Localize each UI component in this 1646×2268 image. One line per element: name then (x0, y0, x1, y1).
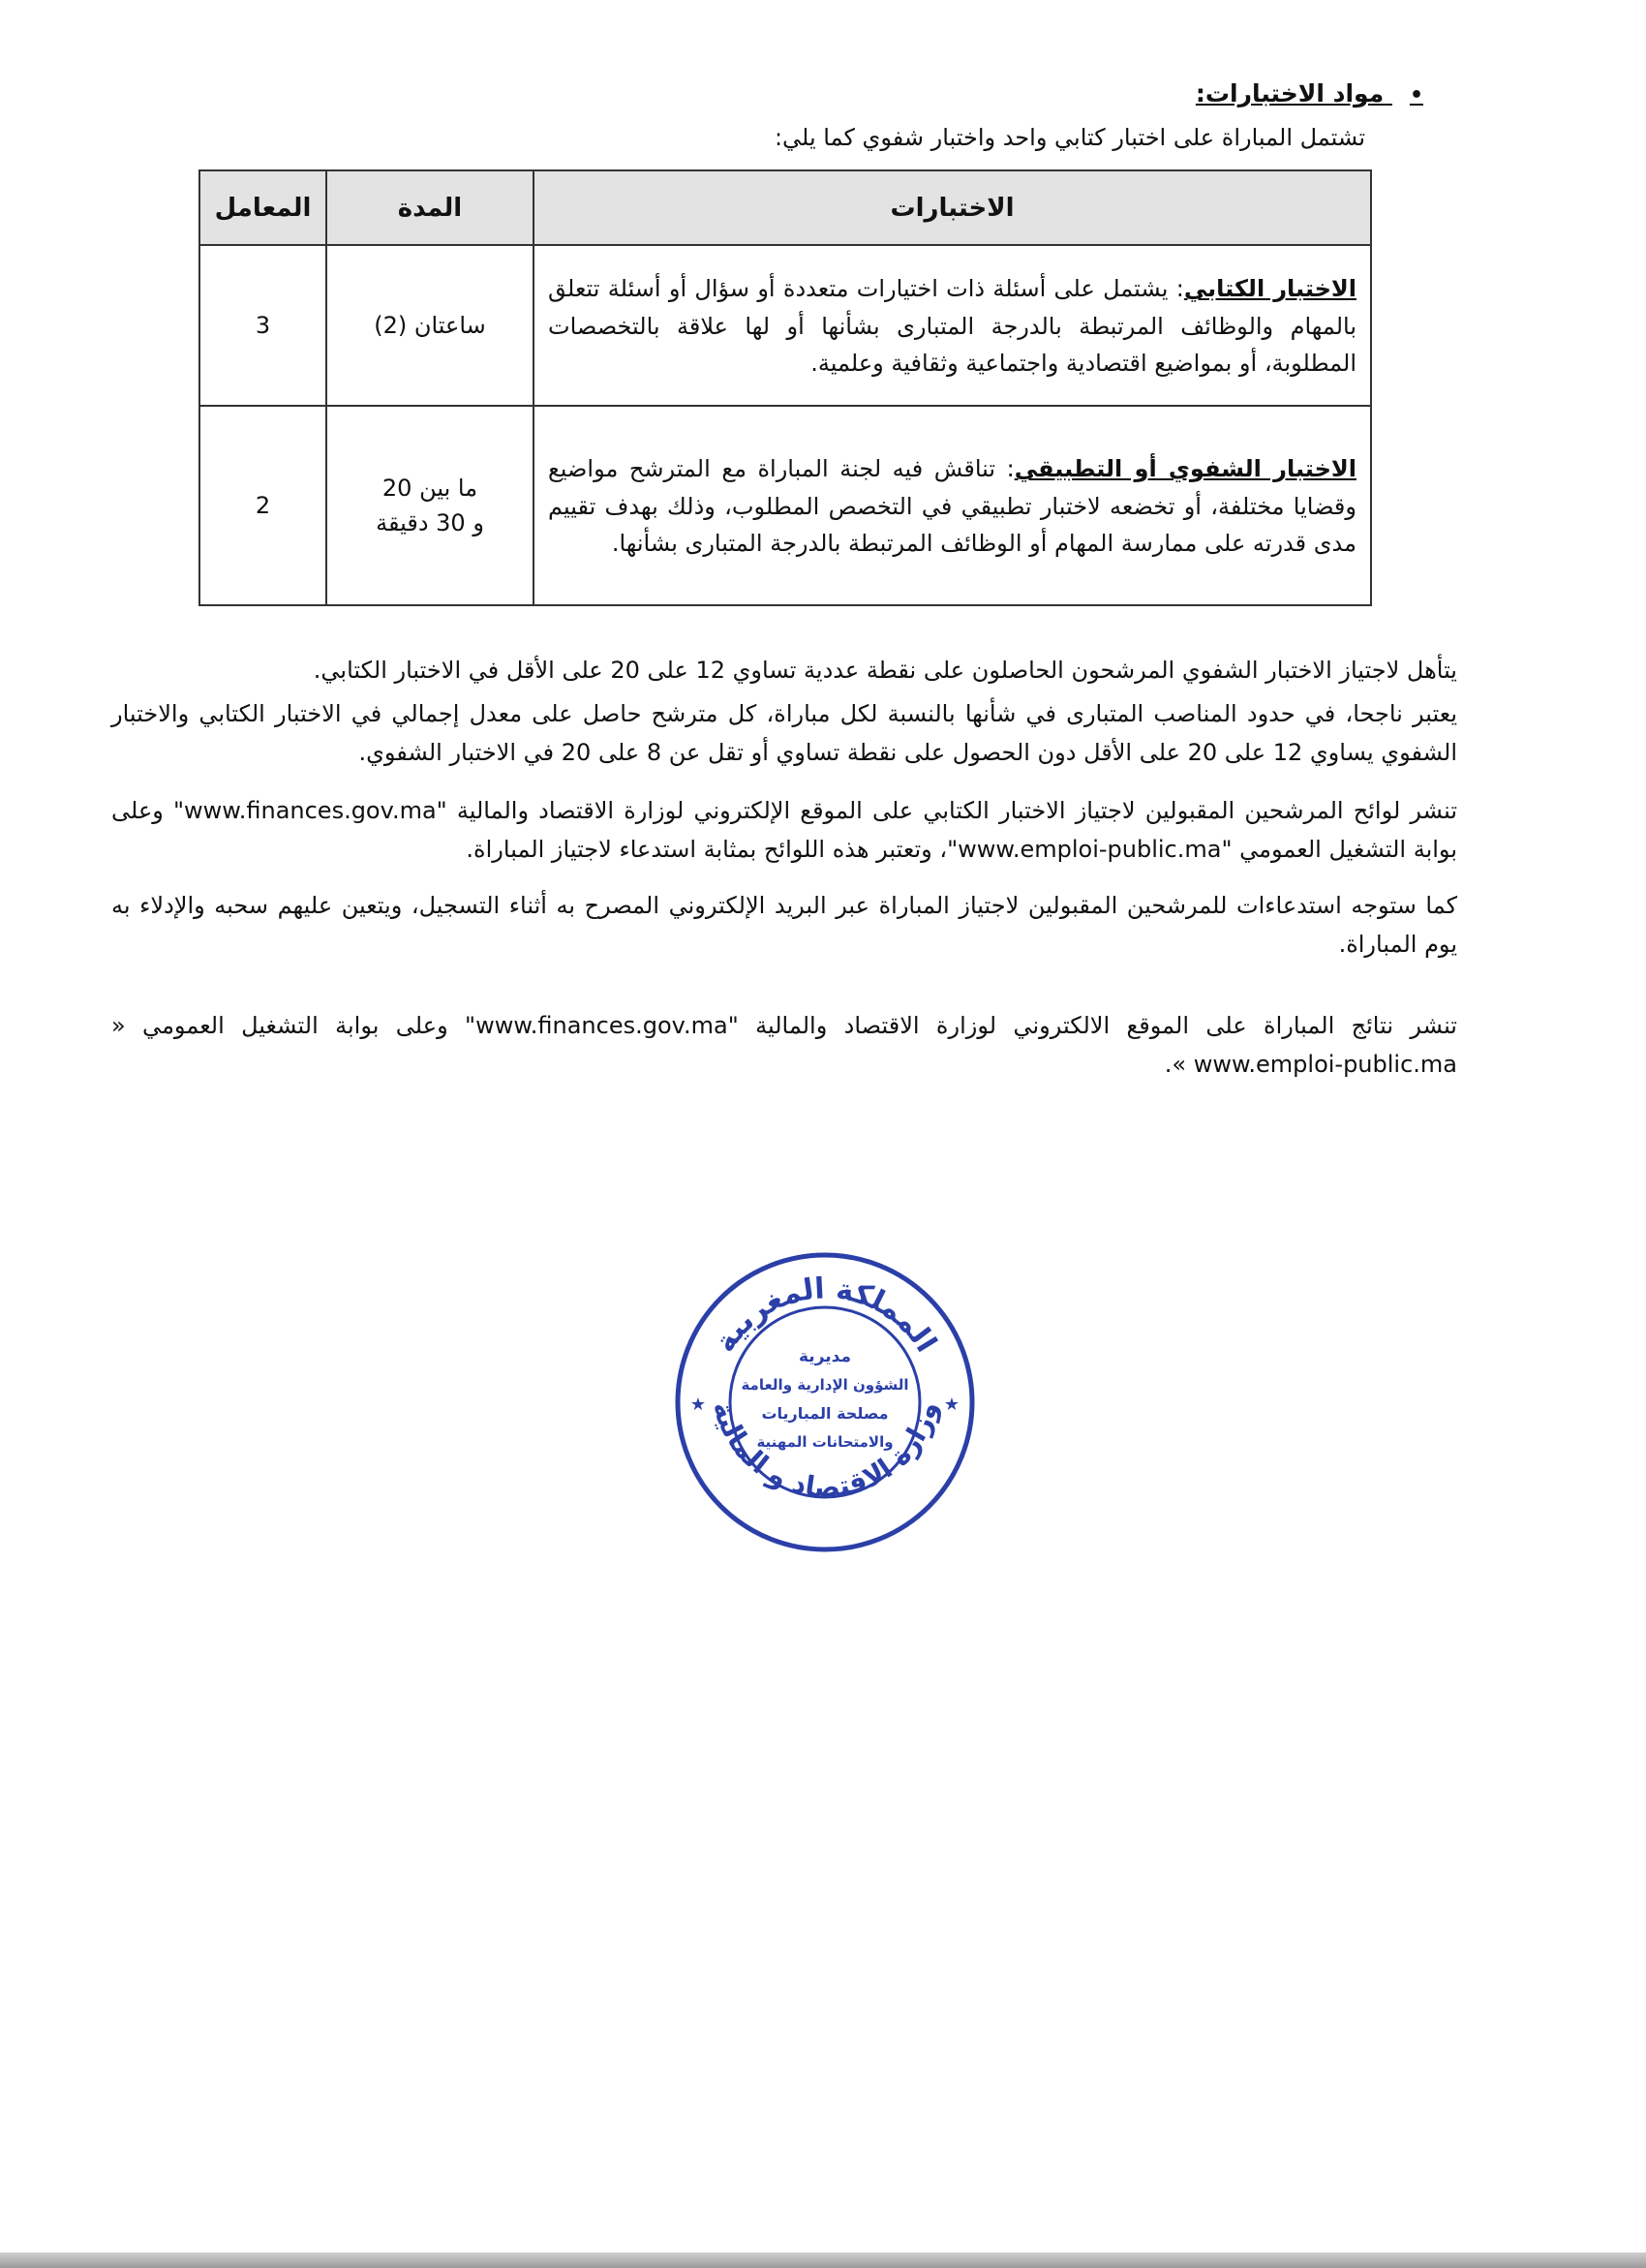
test-description: : يشتمل على أسئلة ذات اختيارات متعددة أو سؤال أو أسئلة تتعلق بالمهام والوظائف المرتبطة بالدرجة المتبارى بشأنها أو لها علاقة بالتخصصات المطلوبة، أو بمواضيع اقتصادية واجتماعية وثقافية وعلمية. (548, 275, 1356, 378)
test-coefficient: 2 (199, 406, 326, 605)
test-description: : تناقش فيه لجنة المباراة مع المترشح مواضيع وقضايا مختلفة، أو تخضعه لاختبار تطبيقي في التخصص المطلوب، وذلك بهدف تقييم مدى قدرته على ممارسة المهام أو الوظائف المرتبطة بالدرجة المتبارى بشأنها. (548, 455, 1356, 558)
section-title: مواد الاختبارات: (1195, 79, 1385, 107)
test-name: الاختبار الشفوي أو التطبيقي (1014, 455, 1356, 483)
header-coefficient: المعامل (199, 170, 326, 245)
star-icon: ★ (943, 1395, 960, 1415)
star-icon: ★ (689, 1395, 707, 1415)
paragraph-lists-publication: تنشر لوائح المرشحين المقبولين لاجتياز الاختبار الكتابي على الموقع الإلكتروني لوزارة الاقتصاد والمالية "www.finances.gov.ma" وعلى بوابة التشغيل العمومي "www.emploi-public.ma"، وتعتبر هذه اللوائح بمثابة استدعاء لاجتياز المباراة. (111, 797, 1457, 863)
stamp-line-1: مديرية (799, 1347, 851, 1366)
paragraph-results-publication: تنشر نتائج المباراة على الموقع الالكتروني لوزارة الاقتصاد والمالية "www.finances.gov.ma" وعلى بوابة التشغيل العمومي « www.emploi-public.ma ». (111, 1012, 1457, 1078)
section-heading (1196, 79, 1423, 107)
paragraph-convocations: كما ستوجه استدعاءات للمرشحين المقبولين لاجتياز المباراة عبر البريد الإلكتروني المصرح به أثناء التسجيل، ويتعين عليهم سحبه والإدلاء به يوم المباراة. (111, 892, 1457, 958)
header-duration: المدة (326, 170, 533, 245)
test-duration-line1: ما بين 20 (381, 475, 478, 502)
tests-table (198, 169, 1372, 606)
stamp-line-3: مصلحة المباريات (761, 1404, 889, 1423)
stamp-outer-bottom-text: وزارة الاقتصاد و المالية (706, 1397, 945, 1504)
header-tests: الاختبارات (533, 170, 1371, 245)
test-duration-line1: ساعتان (2) (374, 312, 486, 339)
official-stamp (673, 1247, 978, 1557)
test-duration-line2: و 30 دقيقة (376, 509, 484, 536)
test-description-cell (533, 406, 1371, 605)
scan-edge-bar (0, 2253, 1646, 2268)
test-coefficient: 3 (199, 245, 326, 406)
test-duration-cell (326, 245, 533, 406)
bullet-icon: • (1409, 83, 1423, 107)
table-row (199, 245, 1371, 406)
stamp-line-4: والامتحانات المهنية (756, 1433, 894, 1451)
test-description-cell (533, 245, 1371, 406)
table-row (199, 406, 1371, 605)
stamp-line-2: الشؤون الإدارية والعامة (741, 1376, 909, 1394)
intro-text: تشتمل المباراة على اختبار كتابي واحد واختبار شفوي كما يلي: (774, 124, 1365, 151)
table-header-row (199, 170, 1371, 245)
test-name: الاختبار الكتابي (1183, 275, 1357, 303)
paragraph-success-criteria: يعتبر ناجحا، في حدود المناصب المتبارى في شأنها بالنسبة لكل مباراة، كل مترشح حاصل على معدل إجمالي في الاختبار الكتابي والاختبار الشفوي يساوي 12 على 20 على الأقل دون الحصول على نقطة تساوي أو تقل عن 8 على 20 في الاختبار الشفوي. (111, 700, 1457, 766)
stamp-outer-top-text: المملكة المغربية (708, 1272, 943, 1359)
paragraph-oral-eligibility: يتأهل لاجتياز الاختبار الشفوي المرشحون الحاصلون على نقطة عددية تساوي 12 على 20 على الأقل في الاختبار الكتابي. (313, 657, 1457, 684)
test-duration-cell (326, 406, 533, 605)
